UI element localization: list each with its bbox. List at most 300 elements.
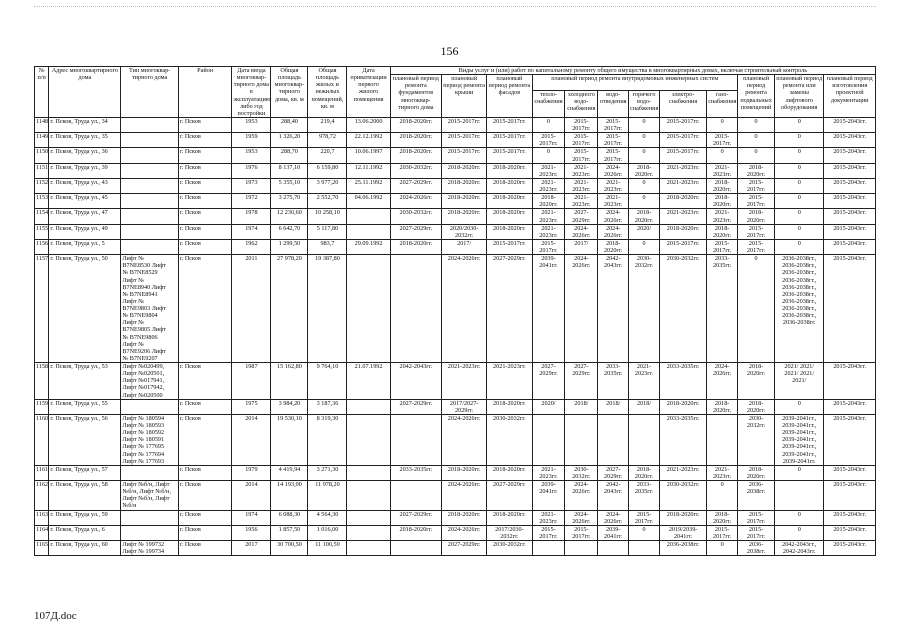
cell-cold: 2017/ [565,239,598,254]
cell-addr: г. Псков, Труда ул., 36 [49,148,121,163]
cell-district: г. Псков [178,255,231,363]
cell-drain: 2024- 2026гг. [598,224,629,239]
cell-year: 1959 [232,133,271,148]
header-works-group: Виды услуг и (или) работ по капитальному ремонту общего имущества в многоквартирных домах, включая строительный контроль [390,67,875,75]
cell-gas: 0 [707,481,738,511]
cell-living: 11 978,20 [308,481,347,511]
cell-district: г. Псков [178,117,231,132]
cell-gas: 0 [707,117,738,132]
cell-addr: г. Псков, Труда ул., 58 [49,481,121,511]
cell-heat: 2039- 2041гг. [532,481,565,511]
cell-lift: 0 [775,510,824,525]
cell-facade: 2017/2030- 2032гг. [487,525,532,540]
cell-roof: 2015-2017гг. [442,148,487,163]
cell-proj: 2015-2043гг. [824,510,876,525]
table-row [35,178,876,193]
cell-lift: 0 [775,224,824,239]
cell-base: 2015- 2017гг. [738,178,775,193]
table-row [35,541,876,556]
cell-hot: 0 [629,178,660,193]
cell-cold: 2021- 2023гг. [565,163,598,178]
header-privatization-date: Дата приватизации первого жилого помещения [347,67,390,118]
cell-living: 3 187,36 [308,399,347,414]
cell-hot: 2018/ [629,399,660,414]
cell-year: 1953 [232,117,271,132]
cell-elec: 2030-2032гг. [659,255,706,363]
cell-gas: 2018- 2020гг. [707,194,738,209]
cell-found: 2027-2029гг. [390,224,441,239]
table-row [35,510,876,525]
cell-lift: 0 [775,194,824,209]
cell-lift: 0 [775,117,824,132]
cell-living: 983,7 [308,239,347,254]
capital-repair-table [34,66,876,556]
cell-cold: 2021- 2023гг. [565,194,598,209]
cell-year: 1974 [232,224,271,239]
cell-proj: 2015-2043гг. [824,255,876,363]
cell-district: г. Псков [178,465,231,480]
cell-base: 2018- 2020гг. [738,465,775,480]
cell-proj: 2015-2043гг. [824,178,876,193]
cell-priv [347,224,390,239]
cell-hot: 0 [629,148,660,163]
cell-drain: 2042- 2043гг. [598,481,629,511]
table-body [35,117,876,555]
cell-facade: 2018-2020гг. [487,224,532,239]
cell-hot [629,541,660,556]
cell-total: 1 857,50 [271,525,308,540]
cell-type: Лифт №020499, Лифт №020501, Лифт №017941, Лифт №017942, Лифт №020500 [121,363,179,400]
cell-year: 1987 [232,363,271,400]
cell-year: 1978 [232,209,271,224]
cell-base: 0 [738,133,775,148]
cell-total: 15 162,80 [271,363,308,400]
cell-n: 1162 [35,481,49,511]
cell-n: 1157 [35,255,49,363]
cell-total: 12 230,60 [271,209,308,224]
cell-lift: 2021/ 2021/ 2021/ 2021/ 2021/ [775,363,824,400]
cell-heat: 0 [532,117,565,132]
cell-lift: 0 [775,178,824,193]
cell-total: 27 978,20 [271,255,308,363]
cell-living: 10 258,10 [308,209,347,224]
cell-gas: 2021- 2023гг. [707,209,738,224]
cell-facade: 2018-2020гг. [487,465,532,480]
cell-gas: 0 [707,541,738,556]
cell-n: 1160 [35,414,49,465]
table-row [35,414,876,465]
cell-priv: 21.07.1992 [347,363,390,400]
cell-gas: 2024- 2026гг. [707,363,738,400]
cell-cold: 2015- 2017гг. [565,133,598,148]
cell-facade: 2021-2023гг. [487,363,532,400]
header-facade: плановый период ремонта фасадов [487,75,532,118]
cell-heat: 2021- 2023гг. [532,209,565,224]
table-row [35,363,876,400]
cell-found: 2027-2029гг. [390,178,441,193]
cell-priv: 29.09.1992 [347,239,390,254]
cell-cold: 2024- 2026гг. [565,510,598,525]
cell-roof: 2017/2027- 2029гг. [442,399,487,414]
cell-lift: 0 [775,465,824,480]
cell-priv [347,541,390,556]
cell-elec: 2015-2017гг. [659,117,706,132]
cell-district: г. Псков [178,209,231,224]
cell-facade: 2018-2020гг. [487,510,532,525]
cell-proj: 2015-2043гг. [824,148,876,163]
cell-proj: 2015-2043гг. [824,465,876,480]
cell-elec: 2021-2023гг. [659,209,706,224]
cell-facade: 2015-2017гг. [487,239,532,254]
cell-facade: 2015-2017гг. [487,133,532,148]
table-row [35,163,876,178]
cell-cold: 2015- 2017гг. [565,117,598,132]
header-heat: тепло- снабжения [532,91,565,118]
cell-living: 1 016,00 [308,525,347,540]
cell-addr: г. Псков, Труда ул., 47 [49,209,121,224]
cell-proj: 2015-2043гг. [824,363,876,400]
cell-lift: 2039-2041гг., 2039-2041гг., 2039-2041гг., 2039-2041гг., 2039-2041гг., 2039-2041гг., 2039-2041гг. [775,414,824,465]
cell-district: г. Псков [178,399,231,414]
cell-district: г. Псков [178,541,231,556]
cell-lift: 0 [775,163,824,178]
cell-total: 6 642,70 [271,224,308,239]
cell-gas: 0 [707,148,738,163]
cell-gas: 2015- 2017гг. [707,133,738,148]
cell-roof: 2024-2026гг. [442,525,487,540]
cell-found [390,541,441,556]
cell-heat: 2015- 2017гг. [532,525,565,540]
cell-drain: 2027- 2029гг. [598,465,629,480]
cell-addr: г. Псков, Труда ул., 56 [49,414,121,465]
cell-roof: 2018-2020гг. [442,209,487,224]
cell-lift: 0 [775,399,824,414]
cell-total: 8 137,10 [271,163,308,178]
cell-year: 2017 [232,541,271,556]
cell-base: 2015- 2017гг. [738,510,775,525]
cell-cold: 2030- 2032гг. [565,465,598,480]
cell-type [121,148,179,163]
cell-living: 6 159,80 [308,163,347,178]
header-gas: газо- снабжения [707,91,738,118]
cell-proj: 2015-2043гг. [824,525,876,540]
cell-cold: 2015- 2017гг. [565,525,598,540]
cell-n: 1152 [35,178,49,193]
cell-year: 1975 [232,399,271,414]
cell-found: 2018-2020гг. [390,148,441,163]
cell-hot: 2018- 2020гг. [629,163,660,178]
cell-total: 288,70 [271,148,308,163]
cell-drain [598,414,629,465]
cell-proj: 2015-2043гг. [824,414,876,465]
cell-n: 1159 [35,399,49,414]
cell-district: г. Псков [178,481,231,511]
cell-cold: 2027- 2029гг. [565,209,598,224]
cell-roof: 2018-2020гг. [442,178,487,193]
cell-year: 1956 [232,525,271,540]
cell-elec: 2021-2023гг. [659,178,706,193]
header-num: № п/п [35,67,49,118]
cell-type [121,465,179,480]
cell-living: 220,7 [308,148,347,163]
cell-cold: 2021- 2023гг. [565,178,598,193]
cell-type [121,399,179,414]
cell-hot: 2015- 2017гг. [629,510,660,525]
cell-type [121,117,179,132]
cell-total: 4 419,94 [271,465,308,480]
cell-drain [598,541,629,556]
cell-cold: 2024- 2026гг. [565,255,598,363]
cell-base: 2018- 2020гг. [738,163,775,178]
header-electro: электро- снабжения [659,91,706,118]
cell-addr: г. Псков, Труда ул., 45 [49,194,121,209]
table-row [35,239,876,254]
table-row [35,399,876,414]
cell-priv [347,525,390,540]
cell-priv [347,481,390,511]
cell-elec: 2030-2032гг. [659,481,706,511]
cell-addr: г. Псков, Труда ул., 39 [49,163,121,178]
cell-found [390,481,441,511]
cell-proj: 2015-2043гг. [824,209,876,224]
cell-facade: 2015-2017гг. [487,148,532,163]
cell-priv: 12.11.1992 [347,163,390,178]
cell-base: 2018- 2020гг. [738,399,775,414]
cell-hot: 0 [629,117,660,132]
cell-proj: 2015-2043гг. [824,481,876,511]
table-row [35,224,876,239]
cell-hot: 2021- 2023гг. [629,363,660,400]
cell-roof: 2021-2023гг. [442,363,487,400]
cell-lift: 2036-2038гг., 2036-2038гг., 2036-2038гг., 2036-2038гг., 2036-2038гг., 2036-2038гг., 2036-2038гг., 2036-2038гг., 2036-2038гг., 2036-2038гг. [775,255,824,363]
cell-year: 1953 [232,148,271,163]
cell-lift [775,481,824,511]
cell-total: 30 700,50 [271,541,308,556]
cell-priv: 04.06.1992 [347,194,390,209]
cell-heat [532,414,565,465]
cell-living: 3 977,20 [308,178,347,193]
cell-hot: 2018- 2020гг. [629,465,660,480]
cell-district: г. Псков [178,194,231,209]
cell-heat: 2021- 2023гг. [532,465,565,480]
cell-found: 2030-2032гг. [390,209,441,224]
table-row [35,194,876,209]
cell-found [390,414,441,465]
cell-drain: 2024- 2026гг. [598,163,629,178]
cell-facade: 2015-2017гг. [487,117,532,132]
cell-addr: г. Псков, Труда ул., 5 [49,239,121,254]
cell-base: 2018- 2020гг. [738,209,775,224]
cell-proj: 2015-2043гг. [824,133,876,148]
cell-roof: 2017/ [442,239,487,254]
cell-n: 1154 [35,209,49,224]
cell-total: 1 299,50 [271,239,308,254]
cell-found: 2027-2029гг. [390,510,441,525]
cell-district: г. Псков [178,239,231,254]
header-address: Адрес многоквартирного дома [49,67,121,118]
cell-roof: 2018-2020гг. [442,510,487,525]
header-lift: плановый период ремонта или замены лифтового оборудования [775,75,824,118]
cell-district: г. Псков [178,414,231,465]
cell-priv [347,414,390,465]
cell-base: 2015- 2017гг. [738,239,775,254]
cell-drain: 2018/ [598,399,629,414]
cell-n: 1161 [35,465,49,480]
cell-type: Лифт №б/н, Лифт №б/н, Лифт №б/н, Лифт №б/н, Лифт №б/н [121,481,179,511]
cell-heat: 2018- 2020гг. [532,194,565,209]
cell-proj: 2015-2043гг. [824,541,876,556]
cell-roof: 2018-2020гг. [442,194,487,209]
cell-found: 2030-2032гг. [390,163,441,178]
cell-drain: 2042- 2043гг. [598,255,629,363]
table-row [35,148,876,163]
cell-drain: 2021- 2023гг. [598,194,629,209]
cell-total: 5 355,10 [271,178,308,193]
cell-elec: 2021-2023гг. [659,465,706,480]
header-drain: водо- отведения [598,91,629,118]
cell-base: 2015- 2017гг. [738,525,775,540]
cell-roof: 2015-2017гг. [442,133,487,148]
cell-gas: 2018- 2020гг. [707,224,738,239]
cell-year: 2014 [232,414,271,465]
cell-lift: 2042-2043гг., 2042-2043гг. [775,541,824,556]
cell-gas [707,414,738,465]
cell-proj: 2015-2043гг. [824,224,876,239]
cell-living: 978,72 [308,133,347,148]
cell-heat: 2020/ [532,399,565,414]
header-foundation: плановый период ремонта фундаментов многоквар- тирного дома [390,75,441,118]
cell-roof: 2020/2030- 2032гг. [442,224,487,239]
cell-year: 1972 [232,194,271,209]
cell-year: 2014 [232,481,271,511]
cell-n: 1149 [35,133,49,148]
cell-cold: 2015- 2017гг. [565,148,598,163]
cell-roof: 2027-2029гг. [442,541,487,556]
cell-year: 1973 [232,178,271,193]
cell-heat: 2015- 2017гг. [532,133,565,148]
cell-addr: г. Псков, Труда ул., 34 [49,117,121,132]
cell-roof: 2018-2020гг. [442,465,487,480]
cell-cold: 2024- 2026гг. [565,481,598,511]
cell-addr: г. Псков, Труда ул., 49 [49,224,121,239]
cell-facade: 2018-2020гг. [487,399,532,414]
cell-living: 3 271,30 [308,465,347,480]
cell-base: 2015- 2017гг. [738,194,775,209]
cell-gas: 2018- 2020гг. [707,399,738,414]
cell-hot: 0 [629,239,660,254]
cell-n: 1153 [35,194,49,209]
cell-gas: 2033- 2035гг. [707,255,738,363]
cell-cold [565,414,598,465]
cell-cold: 2018/ [565,399,598,414]
cell-living: 8 319,30 [308,414,347,465]
cell-district: г. Псков [178,510,231,525]
cell-gas: 2018- 2020гг. [707,178,738,193]
cell-n: 1164 [35,525,49,540]
cell-facade: 2018-2020гг. [487,178,532,193]
cell-hot: 2033- 2035гг. [629,481,660,511]
table-row [35,465,876,480]
table-row [35,117,876,132]
cell-district: г. Псков [178,525,231,540]
cell-addr: г. Псков, Труда ул., 50 [49,255,121,363]
cell-lift: 0 [775,148,824,163]
cell-found: 2018-2020гг. [390,117,441,132]
header-hot-water: горячего водо- снабжения [629,91,660,118]
cell-priv [347,465,390,480]
cell-found [390,255,441,363]
cell-drain: 2015- 2017гг. [598,117,629,132]
cell-elec: 2018-2020гг. [659,399,706,414]
cell-district: г. Псков [178,178,231,193]
cell-elec: 2019/2039- 2041гг. [659,525,706,540]
cell-elec: 2033-2035гг. [659,363,706,400]
cell-living: 4 564,30 [308,510,347,525]
cell-base: 0 [738,117,775,132]
cell-addr: г. Псков, Труда ул., 53 [49,363,121,400]
header-roof: плановый период ремонта крыши [442,75,487,118]
cell-type: Лифт № B7NE8530 Лифт № B7NE8529 Лифт № B7NE8940 Лифт № B7NE8941 Лифт № B7NE9803 Лифт № B7NE9804 Лифт № B7NE9805 Лифт № B7NE9806 Лифт № B7NE9206 Лифт № B7NE9207 [121,255,179,363]
cell-elec: 2015-2017гг. [659,148,706,163]
cell-heat: 2021- 2023гг. [532,178,565,193]
cell-n: 1165 [35,541,49,556]
header-project: плановый период изготовления проектной документации [824,75,876,118]
cell-found: 2027-2029гг. [390,399,441,414]
cell-roof: 2015-2017гг. [442,117,487,132]
page-number: 156 [440,44,459,58]
header-living-area: Общая площадь жилых и нежилых помещений, кв. м [308,67,347,118]
cell-addr: г. Псков, Труда ул., 59 [49,510,121,525]
cell-roof: 2024-2026гг. [442,255,487,363]
cell-elec: 2018-2020гг. [659,510,706,525]
cell-drain: 2021- 2023гг. [598,178,629,193]
cell-district: г. Псков [178,163,231,178]
cell-hot [629,414,660,465]
cell-n: 1163 [35,510,49,525]
cell-cold: 2024- 2026гг. [565,224,598,239]
cell-hot: 0 [629,194,660,209]
cell-base: 2036- 2038гг. [738,541,775,556]
cell-year: 1962 [232,239,271,254]
cell-n: 1158 [35,363,49,400]
cell-type [121,133,179,148]
cell-priv: 25.11.1992 [347,178,390,193]
table-row [35,525,876,540]
cell-gas: 2021- 2023гг. [707,163,738,178]
table-row [35,133,876,148]
cell-cold [565,541,598,556]
cell-addr: г. Псков, Труда ул., 55 [49,399,121,414]
cell-roof: 2018-2020гг. [442,163,487,178]
cell-drain: 2015- 2017гг. [598,148,629,163]
cell-found: 2018-2020гг. [390,525,441,540]
cell-gas: 2015- 2017гг. [707,525,738,540]
header-district: Район [178,67,231,118]
cell-type [121,178,179,193]
cell-elec: 2021-2023гг. [659,163,706,178]
header-total-area: Общая площадь многоквар- тирного дома, кв. м [271,67,308,118]
cell-n: 1156 [35,239,49,254]
footer-filename: 107Д.doc [34,610,77,622]
cell-addr: г. Псков, Труда ул., 6 [49,525,121,540]
cell-priv [347,510,390,525]
cell-facade: 2027-2029гг. [487,255,532,363]
cell-type [121,224,179,239]
cell-total: 14 193,90 [271,481,308,511]
cell-base: 0 [738,255,775,363]
cell-hot: 2030- 2032гг. [629,255,660,363]
cell-priv [347,399,390,414]
